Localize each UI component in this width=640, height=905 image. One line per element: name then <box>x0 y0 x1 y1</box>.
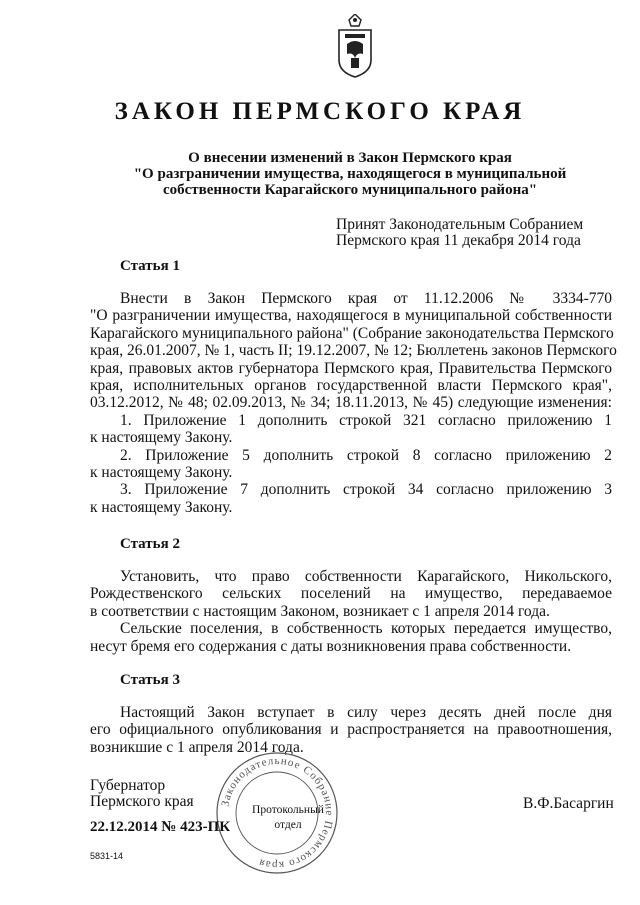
article-1-line: 03.12.2012, № 48; 02.09.2013, № 34; 18.11.2013, № 45) следующие изменения: <box>90 394 612 412</box>
article-2-line: в соответствии с настоящим Законом, возникает с 1 апреля 2014 года. <box>90 602 550 620</box>
article-2-body <box>90 568 612 655</box>
article-1-line: 1. Приложение 1 дополнить строкой 321 согласно приложению 1 <box>120 411 612 429</box>
article-3-heading: Статья 3 <box>120 672 180 688</box>
law-date-number: 22.12.2014 № 423-ПК <box>90 819 231 835</box>
subtitle-line: "О разграничении имущества, находящегося в муниципальной <box>133 166 567 182</box>
article-1-line: к настоящему Закону. <box>90 464 233 482</box>
article-1-line: 3. Приложение 7 дополнить строкой 34 согласно приложению 3 <box>120 481 612 499</box>
governor-line: Губернатор <box>90 777 166 794</box>
document-id: 5831-14 <box>90 851 124 861</box>
stamp-ring-text: Законодательное Собрание Пермского края <box>219 754 336 872</box>
subtitle-line: собственности Карагайского муниципального района" <box>162 182 538 198</box>
article-2-heading: Статья 2 <box>120 536 180 552</box>
signer-name: В.Ф.Басаргин <box>523 795 614 812</box>
adoption-line: Принят Законодательным Собранием <box>336 216 584 233</box>
governor-title <box>90 778 194 810</box>
stamp-box-line: отдел <box>274 819 302 831</box>
article-1-line: Внести в Закон Пермского края от 11.12.2006 № 3334-770 <box>120 290 612 307</box>
article-1-line: "О разграничении имущества, находящегося в муниципальной собственности <box>90 307 612 325</box>
article-1-line: края, 26.01.2007, № 1, часть II; 19.12.2007, № 12; Бюллетень законов Пермского <box>90 342 617 360</box>
document-title: ЗАКОН ПЕРМСКОГО КРАЯ <box>114 98 526 125</box>
article-1-heading: Статья 1 <box>120 258 180 274</box>
article-1-line: края, правовых актов губернатора Пермского края, Правительства Пермского <box>90 359 612 377</box>
article-1-line: к настоящему Закону. <box>90 429 233 447</box>
law-subtitle <box>100 150 600 198</box>
article-1-line: края, исполнительных органов государственной власти Пермского края", <box>90 377 612 395</box>
article-1-line: к настоящему Закону. <box>90 498 233 516</box>
article-3-body <box>90 704 612 756</box>
article-2-line: Сельские поселения, в собственность которых передается имущество, <box>120 620 612 638</box>
adoption-line: Пермского края 11 декабря 2014 года <box>336 232 581 249</box>
article-3-line: Настоящий Закон вступает в силу через десять дней после дня <box>120 704 612 721</box>
stamp-department-box <box>252 803 324 839</box>
article-1-line: 2. Приложение 5 дополнить строкой 8 согласно приложению 2 <box>120 446 612 464</box>
stamp-box-line: Протокольный <box>252 804 324 816</box>
article-2-line: Установить, что право собственности Карагайского, Никольского, <box>120 568 612 585</box>
article-3-line: возникшие с 1 апреля 2014 года. <box>90 738 304 756</box>
governor-line: Пермского края <box>90 793 194 810</box>
article-1-body <box>90 290 617 516</box>
article-2-line: несут бремя его содержания с даты возникновения права собственности. <box>90 637 572 655</box>
article-2-line: Рождественского сельских поселений на имущество, передаваемое <box>90 585 612 603</box>
subtitle-line: О внесении изменений в Закон Пермского края <box>188 150 512 166</box>
adoption-note <box>336 217 583 249</box>
coat-of-arms-icon <box>335 14 375 78</box>
article-3-line: его официального опубликования и распространяется на правоотношения, <box>90 721 612 739</box>
article-1-line: Карагайского муниципального района" (Собрание законодательства Пермского <box>90 324 614 342</box>
